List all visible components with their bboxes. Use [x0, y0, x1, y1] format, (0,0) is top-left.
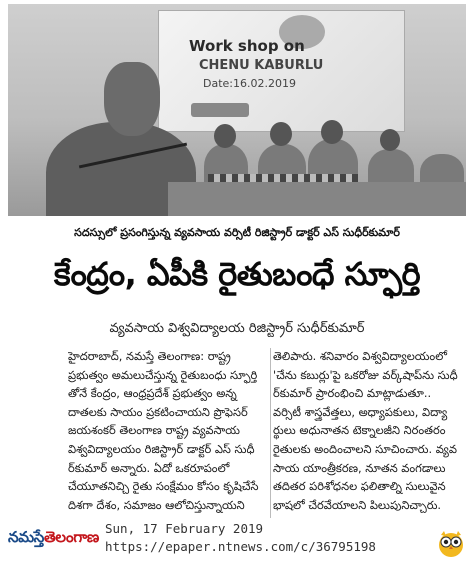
column-line: చేయూతనిచ్చి రైతు సంక్షేమం కోసం కృషిచేసే	[68, 479, 259, 494]
column-line: జయశంకర్ తెలంగాణ రాష్ట్ర వ్యవసాయ	[68, 423, 240, 438]
logo-word-namaste: నమస్తే	[8, 528, 45, 546]
seated-person-head	[214, 124, 236, 148]
article-column-right	[273, 347, 473, 514]
logo-word-telangana: తెలంగాణ	[44, 528, 99, 546]
banner-title: Work shop on	[189, 37, 305, 55]
article-headline: కేంద్రం, ఏపీకి రైతుబంధే స్ఫూర్తి	[53, 255, 421, 293]
photo-caption: సదస్సులో ప్రసంగిస్తున్న వ్యవసాయ వర్సిటీ రిజిస్ట్రార్ డాక్టర్ ఎస్ సుధీర్‌కుమార్	[74, 226, 400, 239]
seated-person-head	[380, 129, 400, 151]
seated-person-head	[270, 122, 292, 146]
column-line: ర్థులు అధునాతన టెక్నాలజీని నిరంతరం	[273, 423, 446, 438]
banner-subtitle: CHENU KABURLU	[199, 58, 324, 73]
column-line: రైతులకు అందించాలని సూచించారు. వ్యవ	[273, 441, 457, 456]
article-column-left	[68, 347, 268, 514]
workshop-banner	[158, 10, 405, 132]
column-line: విశ్వవిద్యాలయం రిజిస్ట్రార్ డాక్టర్ ఎస్ సుధీ	[68, 441, 255, 456]
column-line: భాషలో చేరవేయాలని పిలుపునిచ్చారు.	[273, 497, 442, 512]
edition-date: Sun, 17 February 2019	[105, 521, 264, 536]
column-line: తదితర పరిశోధనల ఫలితాల్ని సులువైన	[273, 479, 446, 494]
column-line: తెలిపారు. శనివారం విశ్వవిద్యాలయంలో	[273, 349, 447, 363]
column-line: దిశగా దేశం, సమాజం ఆలోచిస్తున్నాయని	[68, 497, 245, 512]
column-line: వర్సిటీ శాస్త్రవేత్తలు, అధ్యాపకులు, విద్యా	[273, 404, 448, 419]
banner-date: Date:16.02.2019	[203, 77, 296, 90]
newspaper-logo[interactable]	[8, 528, 99, 550]
column-line: సాయ యాంత్రీకరణ, నూతన వంగడాలు	[273, 460, 446, 475]
speaker-head	[104, 62, 160, 136]
column-divider	[270, 348, 271, 530]
dais-table	[168, 182, 466, 216]
banner-logo	[191, 103, 249, 117]
column-line: దాతలకు సాయం ప్రకటించాయని ప్రొఫెసర్	[68, 404, 248, 419]
article-photo	[8, 4, 466, 216]
article-subheadline: వ్యవసాయ విశ్వవిద్యాలయ రిజిస్ట్రార్ సుధీర్‌కుమార్	[109, 321, 365, 336]
column-line: తోనే కేంద్రం, ఆంధ్రప్రదేశ్ ప్రభుత్వం అన్న	[68, 386, 237, 401]
column-line: ర్‌కుమార్ ప్రారంభించి మాట్లాడుతూ..	[273, 386, 432, 401]
column-line: ర్‌కుమార్ అన్నారు. ఏదో ఒకరూపంలో	[68, 460, 230, 475]
article-url-link[interactable]: https://epaper.ntnews.com/c/36795198	[105, 539, 376, 554]
column-line: 'చేను కబుర్లు'పై ఒకరోజు వర్క్‌షాప్‌ను సుధీ	[273, 367, 458, 382]
owl-icon[interactable]	[436, 528, 466, 558]
column-line: ప్రభుత్వం అమలుచేస్తున్న రైతుబంధు స్ఫూర్తి	[68, 367, 258, 382]
column-line: హైదరాబాద్, నమస్తే తెలంగాణ: రాష్ట్ర	[68, 349, 231, 363]
seated-person-head	[321, 120, 343, 144]
